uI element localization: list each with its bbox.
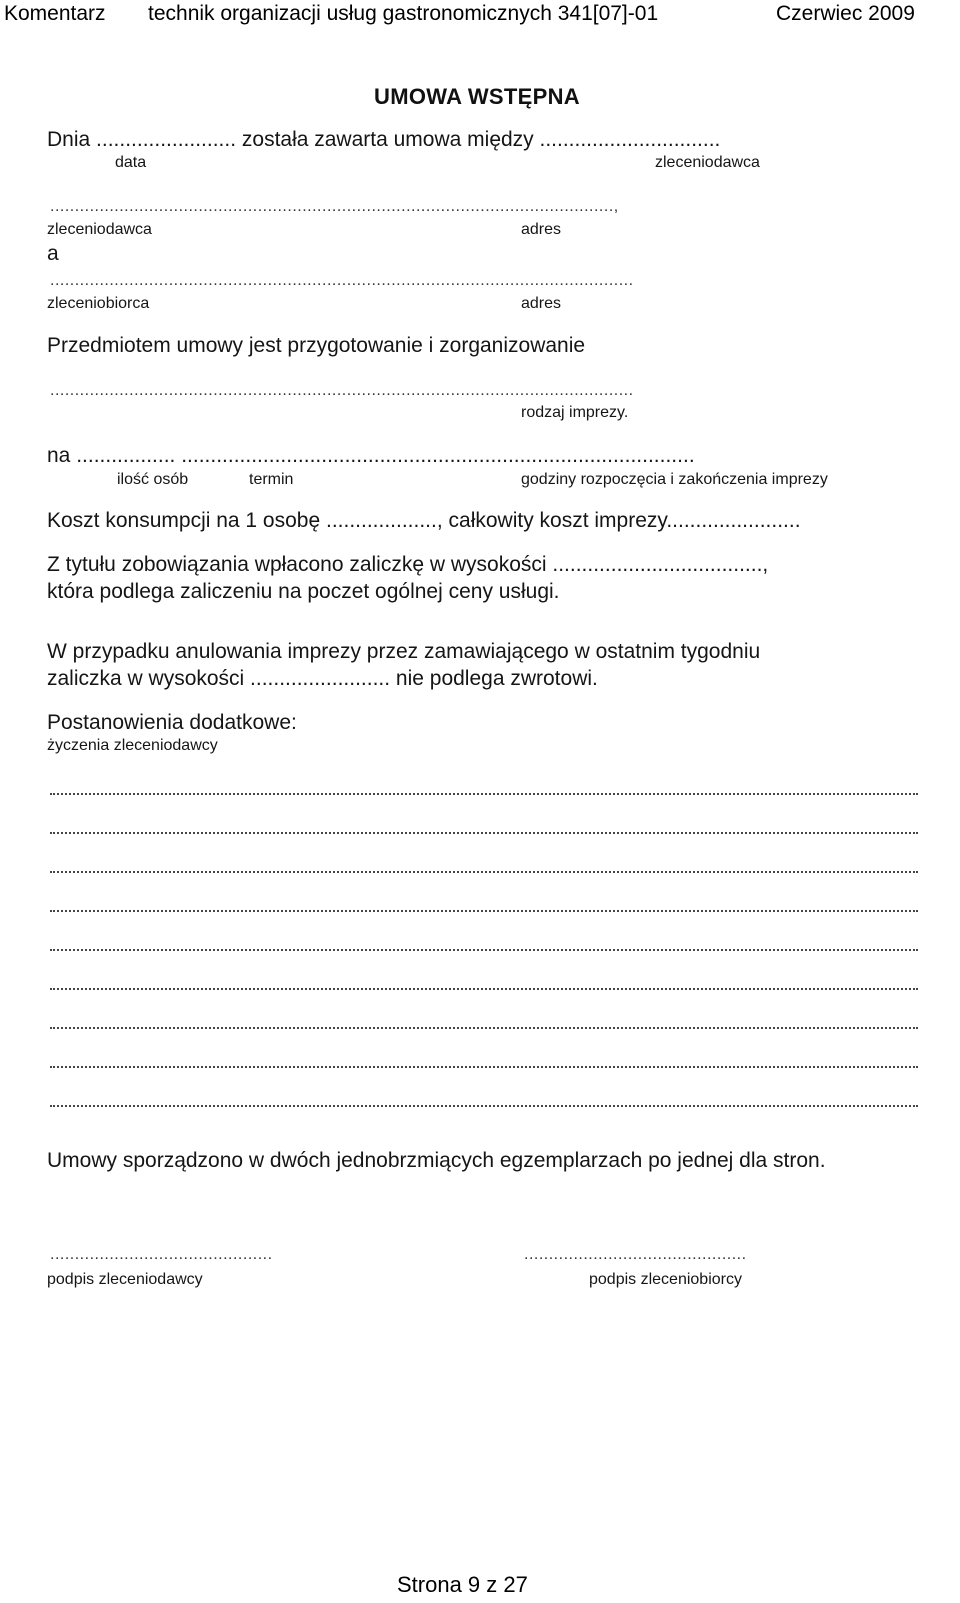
document-title: UMOWA WSTĘPNA	[374, 84, 580, 109]
event-details-line: na ................. ........................................................................................	[47, 444, 695, 467]
blank-line-3	[50, 871, 918, 873]
event-type-line: ......................................................................................................................	[50, 382, 634, 399]
deposit-line-2: która podlega zaliczeniu na poczet ogólnej ceny usługi.	[47, 580, 560, 603]
caption-data: data	[115, 154, 147, 171]
cancellation-line-1: W przypadku anulowania imprezy przez zamawiającego w ostatnim tygodniu	[47, 640, 761, 663]
caption-termin: termin	[249, 471, 294, 488]
client-wishes-label: życzenia zleceniodawcy	[47, 737, 218, 754]
blank-line-6	[50, 988, 918, 990]
contractor-line: ......................................................................................................................	[50, 272, 634, 289]
cancellation-line-2: zaliczka w wysokości ........................ nie podlega zwrotowi.	[47, 667, 598, 690]
caption-zleceniobiorca: zleceniobiorca	[47, 295, 150, 312]
header-left: Komentarz	[4, 2, 106, 25]
page-number: Strona 9 z 27	[397, 1572, 528, 1597]
signature-line-right: .............................................	[524, 1246, 747, 1263]
subject-text: Przedmiotem umowy jest przygotowanie i zorganizowanie	[47, 334, 586, 357]
blank-line-2	[50, 832, 918, 834]
caption-ilosc-osob: ilość osób	[117, 471, 189, 488]
additional-provisions-heading: Postanowienia dodatkowe:	[47, 711, 297, 734]
header-title: technik organizacji usług gastronomicznych 341[07]-01	[148, 2, 659, 25]
caption-zleceniodawca: zleceniodawca	[655, 154, 760, 171]
header-date: Czerwiec 2009	[776, 2, 915, 25]
signature-caption-client: podpis zleceniodawcy	[47, 1271, 203, 1288]
conjunction-a: a	[47, 242, 59, 265]
signature-caption-contractor: podpis zleceniobiorcy	[589, 1271, 742, 1288]
blank-line-9	[50, 1105, 918, 1107]
signature-line-left: .............................................	[50, 1246, 273, 1263]
blank-line-8	[50, 1066, 918, 1068]
caption-adres-2: adres	[521, 295, 562, 312]
blank-line-4	[50, 910, 918, 912]
caption-rodzaj-imprezy: rodzaj imprezy.	[521, 404, 629, 421]
blank-line-7	[50, 1027, 918, 1029]
deposit-line-1: Z tytułu zobowiązania wpłacono zaliczkę w wysokości ....................................,	[47, 553, 769, 576]
blank-line-1	[50, 793, 918, 795]
caption-adres-1: adres	[521, 221, 562, 238]
date-line: Dnia ........................ została zawarta umowa między ...............................	[47, 128, 721, 151]
cost-line: Koszt konsumpcji na 1 osobę ..................., całkowity koszt imprezy.......................	[47, 509, 801, 532]
client-line: ..................................................................................................................,	[50, 198, 619, 215]
caption-godziny: godziny rozpoczęcia i zakończenia imprezy	[521, 471, 828, 488]
copies-statement: Umowy sporządzono w dwóch jednobrzmiących egzemplarzach po jednej dla stron.	[47, 1149, 826, 1172]
caption-zleceniodawca-2: zleceniodawca	[47, 221, 152, 238]
blank-line-5	[50, 949, 918, 951]
